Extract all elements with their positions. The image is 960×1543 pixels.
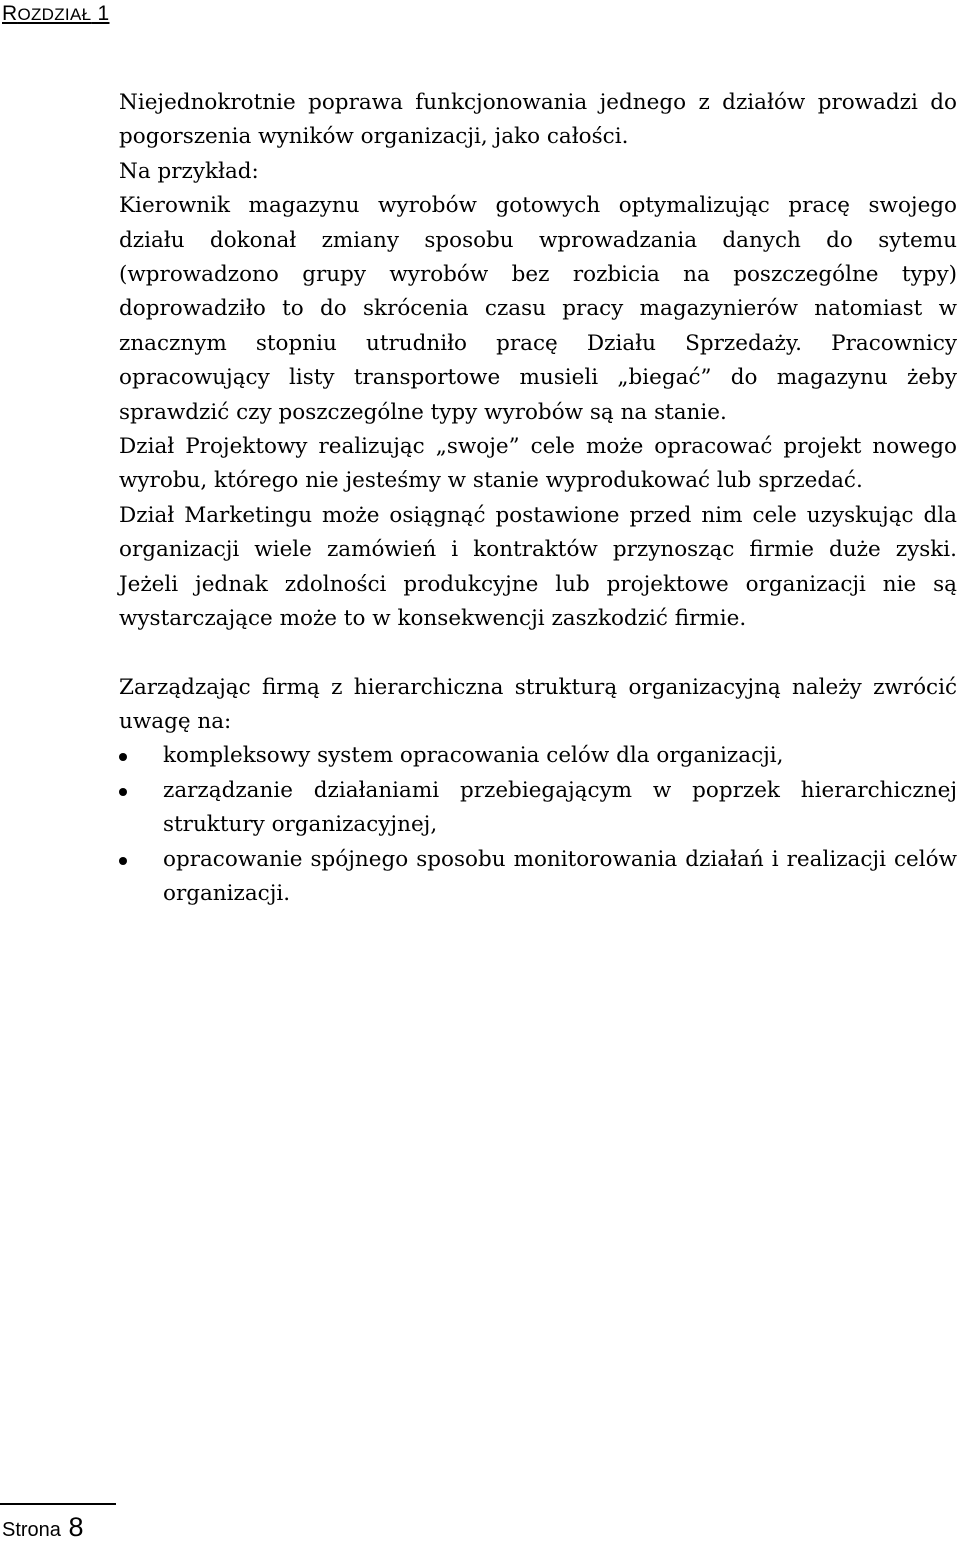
- paragraph: Zarządzając firmą z hierarchiczna strukturą organizacyjną należy zwrócić uwagę na:: [119, 674, 957, 734]
- list-item-text: opracowanie spójnego sposobu monitorowania działań i realizacji celów organizacji.: [163, 846, 957, 906]
- footer-label: Strona: [2, 1519, 61, 1541]
- chapter-header-word: OZDZIAŁ: [17, 5, 92, 24]
- bullet-icon: [119, 788, 127, 796]
- bullet-list: [119, 739, 957, 911]
- paragraph: Niejednokrotnie poprawa funkcjonowania jednego z działów prowadzi do pogorszenia wyników organizacji, jako całości.: [119, 90, 957, 150]
- list-item: [119, 843, 957, 912]
- paragraph: Dział Marketingu może osiągnąć postawione przed nim cele uzyskując dla organizacji wiele zamówień i kontraktów przynosząc firmie duże zyski. Jeżeli jednak zdolności produkcyjne lub projektowe organizacji nie są wystarczające może to w konsekwencji zaszkodzić firmie.: [119, 502, 957, 632]
- chapter-header-number: 1: [97, 2, 110, 25]
- footer-divider: [0, 1503, 116, 1505]
- paragraph: Dział Projektowy realizując „swoje” cele może opracować projekt nowego wyrobu, którego nie jesteśmy w stanie wyprodukować lub sprzedać.: [119, 434, 957, 494]
- chapter-header-initial: R: [2, 2, 18, 25]
- list-item-text: zarządzanie działaniami przebiegającym w poprzek hierarchicznej struktury organizacyjnej,: [163, 777, 957, 838]
- paragraph: Na przykład:: [119, 158, 259, 184]
- bullet-icon: [119, 753, 127, 761]
- list-item: [119, 739, 957, 773]
- page-footer: [2, 1512, 84, 1543]
- chapter-header: [2, 2, 109, 26]
- paragraph-gap: [119, 637, 957, 671]
- page-number: 8: [68, 1512, 84, 1542]
- bullet-icon: [119, 857, 127, 865]
- page-body: [119, 86, 957, 911]
- list-item: [119, 774, 957, 843]
- paragraph: Kierownik magazynu wyrobów gotowych optymalizując pracę swojego działu dokonał zmiany sposobu wprowadzania danych do sytemu (wprowadzono grupy wyrobów bez rozbicia na poszczególne typy) doprowadziło to do skrócenia czasu pracy magazynierów natomiast w znacznym stopniu utrudniło pracę Działu Sprzedaży. Pracownicy opracowujący listy transportowe musieli „biegać” do magazynu żeby sprawdzić czy poszczególne typy wyrobów są na stanie.: [119, 193, 957, 425]
- list-item-text: kompleksowy system opracowania celów dla organizacji,: [163, 743, 784, 769]
